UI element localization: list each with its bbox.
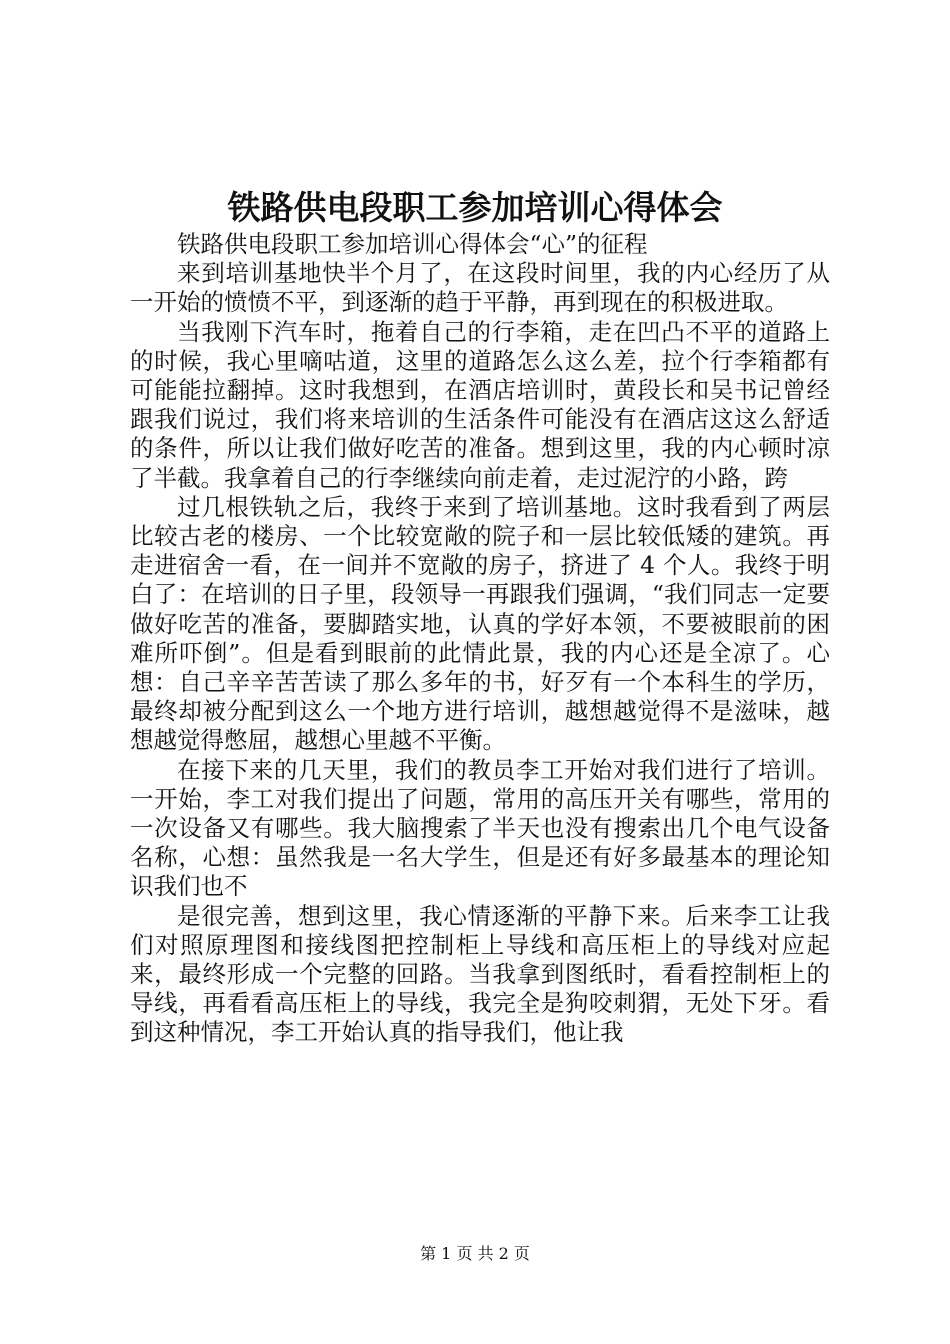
paragraph: 当我刚下汽车时，拖着自己的行李箱，走在凹凸不平的道路上的时候，我心里嘀咕道，这里的道路怎么这么差，拉个行李箱都有可能能拉翻掉。这时我想到，在酒店培训时，黄段长和吴书记曾经跟我们说过，我们将来培训的生活条件可能没有在酒店这这么舒适的条件，所以让我们做好吃苦的准备。想到这里，我的内心顿时凉了半截。我拿着自己的行李继续向前走着，走过泥泞的小路，跨 xyxy=(130,317,830,492)
paragraph: 在接下来的几天里，我们的教员李工开始对我们进行了培训。一开始，李工对我们提出了问题，常用的高压开关有哪些，常用的一次设备又有哪些。我大脑搜索了半天也没有搜索出几个电气设备名称，心想：虽然我是一名大学生，但是还有好多最基本的理论知识我们也不 xyxy=(130,755,830,901)
document-body xyxy=(130,230,830,1048)
paragraph: 是很完善，想到这里，我心情逐渐的平静下来。后来李工让我们对照原理图和接线图把控制柜上导线和高压柜上的导线对应起来，最终形成一个完整的回路。当我拿到图纸时，看看控制柜上的导线，再看看高压柜上的导线，我完全是狗咬刺猬，无处下牙。看到这种情况，李工开始认真的指导我们，他让我 xyxy=(130,901,830,1047)
paragraph: 过几根铁轨之后，我终于来到了培训基地。这时我看到了两层比较古老的楼房、一个比较宽敞的院子和一层比较低矮的建筑。再走进宿舍一看，在一间并不宽敞的房子，挤进了 4 个人。我终于明白了：在培训的日子里，段领导一再跟我们强调，“我们同志一定要做好吃苦的准备，要脚踏实地，认真的学好本领，不要被眼前的困难所吓倒”。但是看到眼前的此情此景，我的内心还是全凉了。心想：自己辛辛苦苦读了那么多年的书，好歹有一个本科生的学历，最终却被分配到这么一个地方进行培训，越想越觉得不是滋味，越想越觉得憋屈，越想心里越不平衡。 xyxy=(130,492,830,755)
paragraph: 来到培训基地快半个月了，在这段时间里，我的内心经历了从一开始的愤愤不平，到逐渐的趋于平静，再到现在的积极进取。 xyxy=(130,259,830,317)
document-title: 铁路供电段职工参加培训心得体会 xyxy=(227,188,723,227)
paragraph-subtitle: 铁路供电段职工参加培训心得体会“心”的征程 xyxy=(177,230,648,258)
page-number-footer: 第 1 页 共 2 页 xyxy=(420,1244,530,1263)
